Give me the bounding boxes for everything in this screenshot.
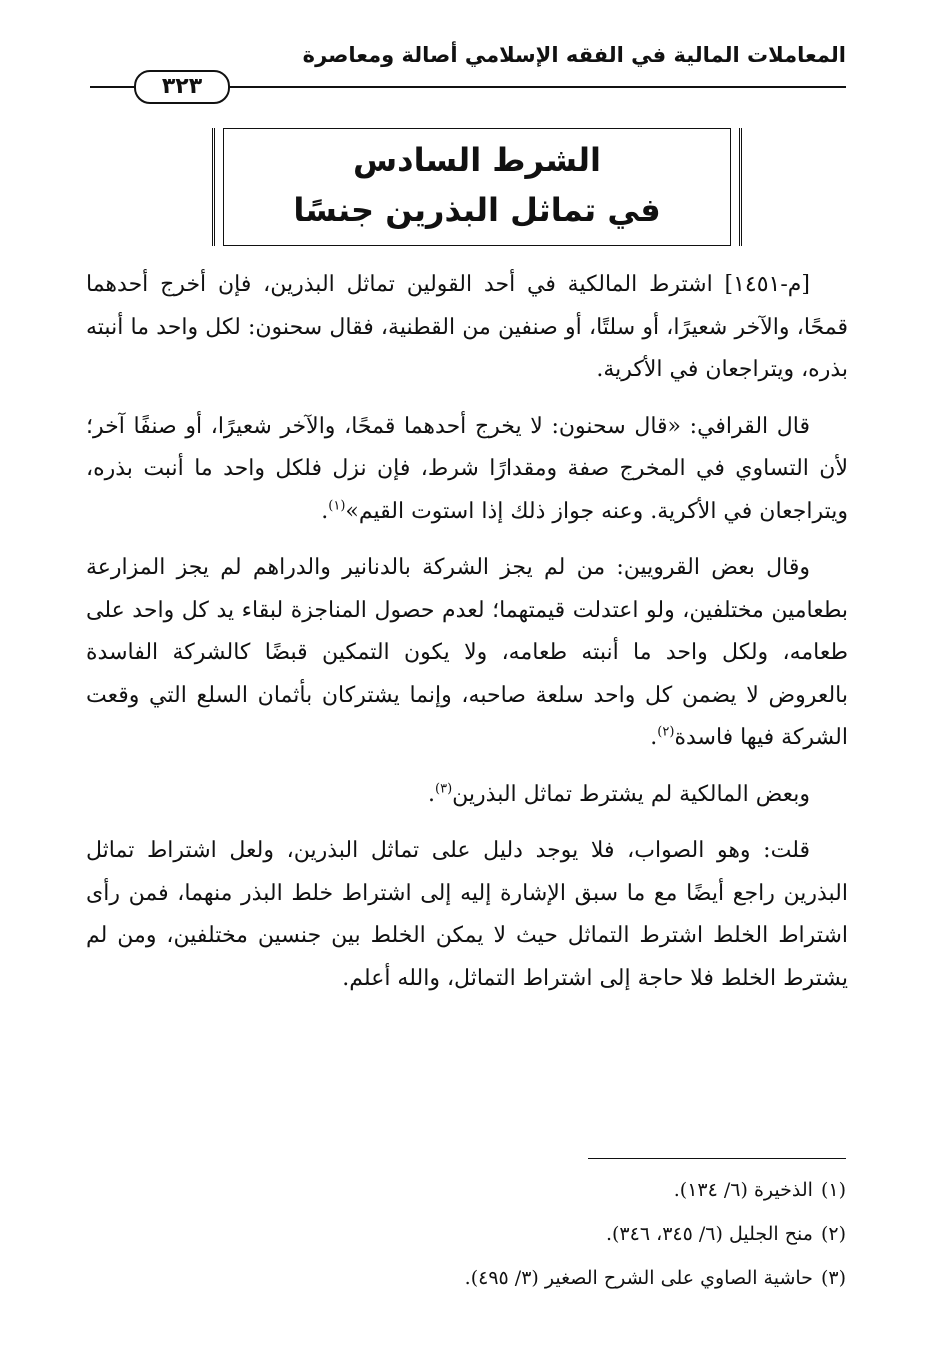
paragraph [86, 406, 848, 534]
running-title: المعاملات المالية في الفقه الإسلامي أصالة ومعاصرة [302, 43, 846, 67]
footnote-number: (١) [820, 1179, 846, 1201]
footnote-number: (٣) [820, 1267, 846, 1289]
footnote-text: حاشية الصاوي على الشرح الصغير (٣/ ٤٩٥). [464, 1267, 813, 1289]
paragraph-text: وبعض المالكية لم يشترط تماثل البذرين [452, 781, 810, 807]
footnote [300, 1256, 846, 1300]
paragraph-text: [م-١٤٥١] اشترط المالكية في أحد القولين تماثل البذرين، فإن أخرج أحدهما قمحًا، والآخر شعيرًا، أو سلتًا، أو صنفين من القطنية، فقال سحنون: لكل واحد ما أنبته بذره، ويتراجعان في الأكرية. [86, 272, 848, 382]
footnote-number: (٢) [820, 1223, 846, 1245]
section-title-line-2: في تماثل البذرين جنسًا [293, 191, 661, 229]
section-title-frame [212, 128, 742, 246]
footnote-ref: (٢) [657, 724, 675, 740]
footnote-text: منح الجليل (٦/ ٣٤٥، ٣٤٦). [605, 1223, 813, 1245]
section-title-inner-border [223, 128, 731, 246]
footnote-text: الذخيرة (٦/ ١٣٤). [673, 1179, 813, 1201]
footnote-ref: (٣) [435, 781, 453, 797]
paragraph-tail: . [428, 781, 436, 807]
paragraph [86, 264, 848, 392]
paragraph [86, 830, 848, 1000]
paragraph [86, 774, 848, 817]
paragraph-text: قلت: وهو الصواب، فلا يوجد دليل على تماثل البذرين، ولعل اشتراط تماثل البذرين راجع أيضًا مع ما سبق الإشارة إليه إلى اشتراط خلط البذر منهما، فمن رأى اشتراط الخلط اشترط التماثل حيث لا يمكن الخلط بين جنسين مختلفين، ومن لم يشترط الخلط فلا حاجة إلى اشتراط التماثل، والله أعلم. [86, 838, 848, 991]
footnote-rule [588, 1158, 846, 1159]
footnotes [300, 1168, 846, 1300]
page-number: ٣٢٣ [134, 70, 230, 104]
footnote [300, 1168, 846, 1212]
paragraph [86, 547, 848, 760]
section-title-line-1: الشرط السادس [353, 141, 601, 179]
paragraph-text: وقال بعض القرويين: من لم يجز الشركة بالدنانير والدراهم لم يجز المزارعة بطعامين مختلفين، ولو اعتدلت قيمتهما؛ لعدم حصول المناجزة لبقاء يد كل واحد على طعامه، ولكل واحد ما أنبته طعامه، ولا يكون التمكين قبضًا كالشركة الفاسدة بالعروض لا يضمن كل واحد سلعة صاحبه، وإنما يشتركان بأثمان السلع التي وقعت الشركة فيها فاسدة [86, 555, 848, 750]
body-text [86, 264, 848, 1014]
paragraph-tail: . [650, 725, 658, 750]
footnote [300, 1212, 846, 1256]
paragraph-tail: . [321, 498, 329, 524]
footnote-ref: (١) [328, 498, 346, 514]
paragraph-text: قال القرافي: «قال سحنون: لا يخرج أحدهما قمحًا، والآخر شعيرًا، أو صنفًا آخر؛ لأن التساوي في المخرج صفة ومقدارًا شرط، فإن نزل فلكل واحد ما أنبت بذره، ويتراجعان في الأكرية. وعنه جواز ذلك إذا استوت القيم» [86, 413, 848, 524]
